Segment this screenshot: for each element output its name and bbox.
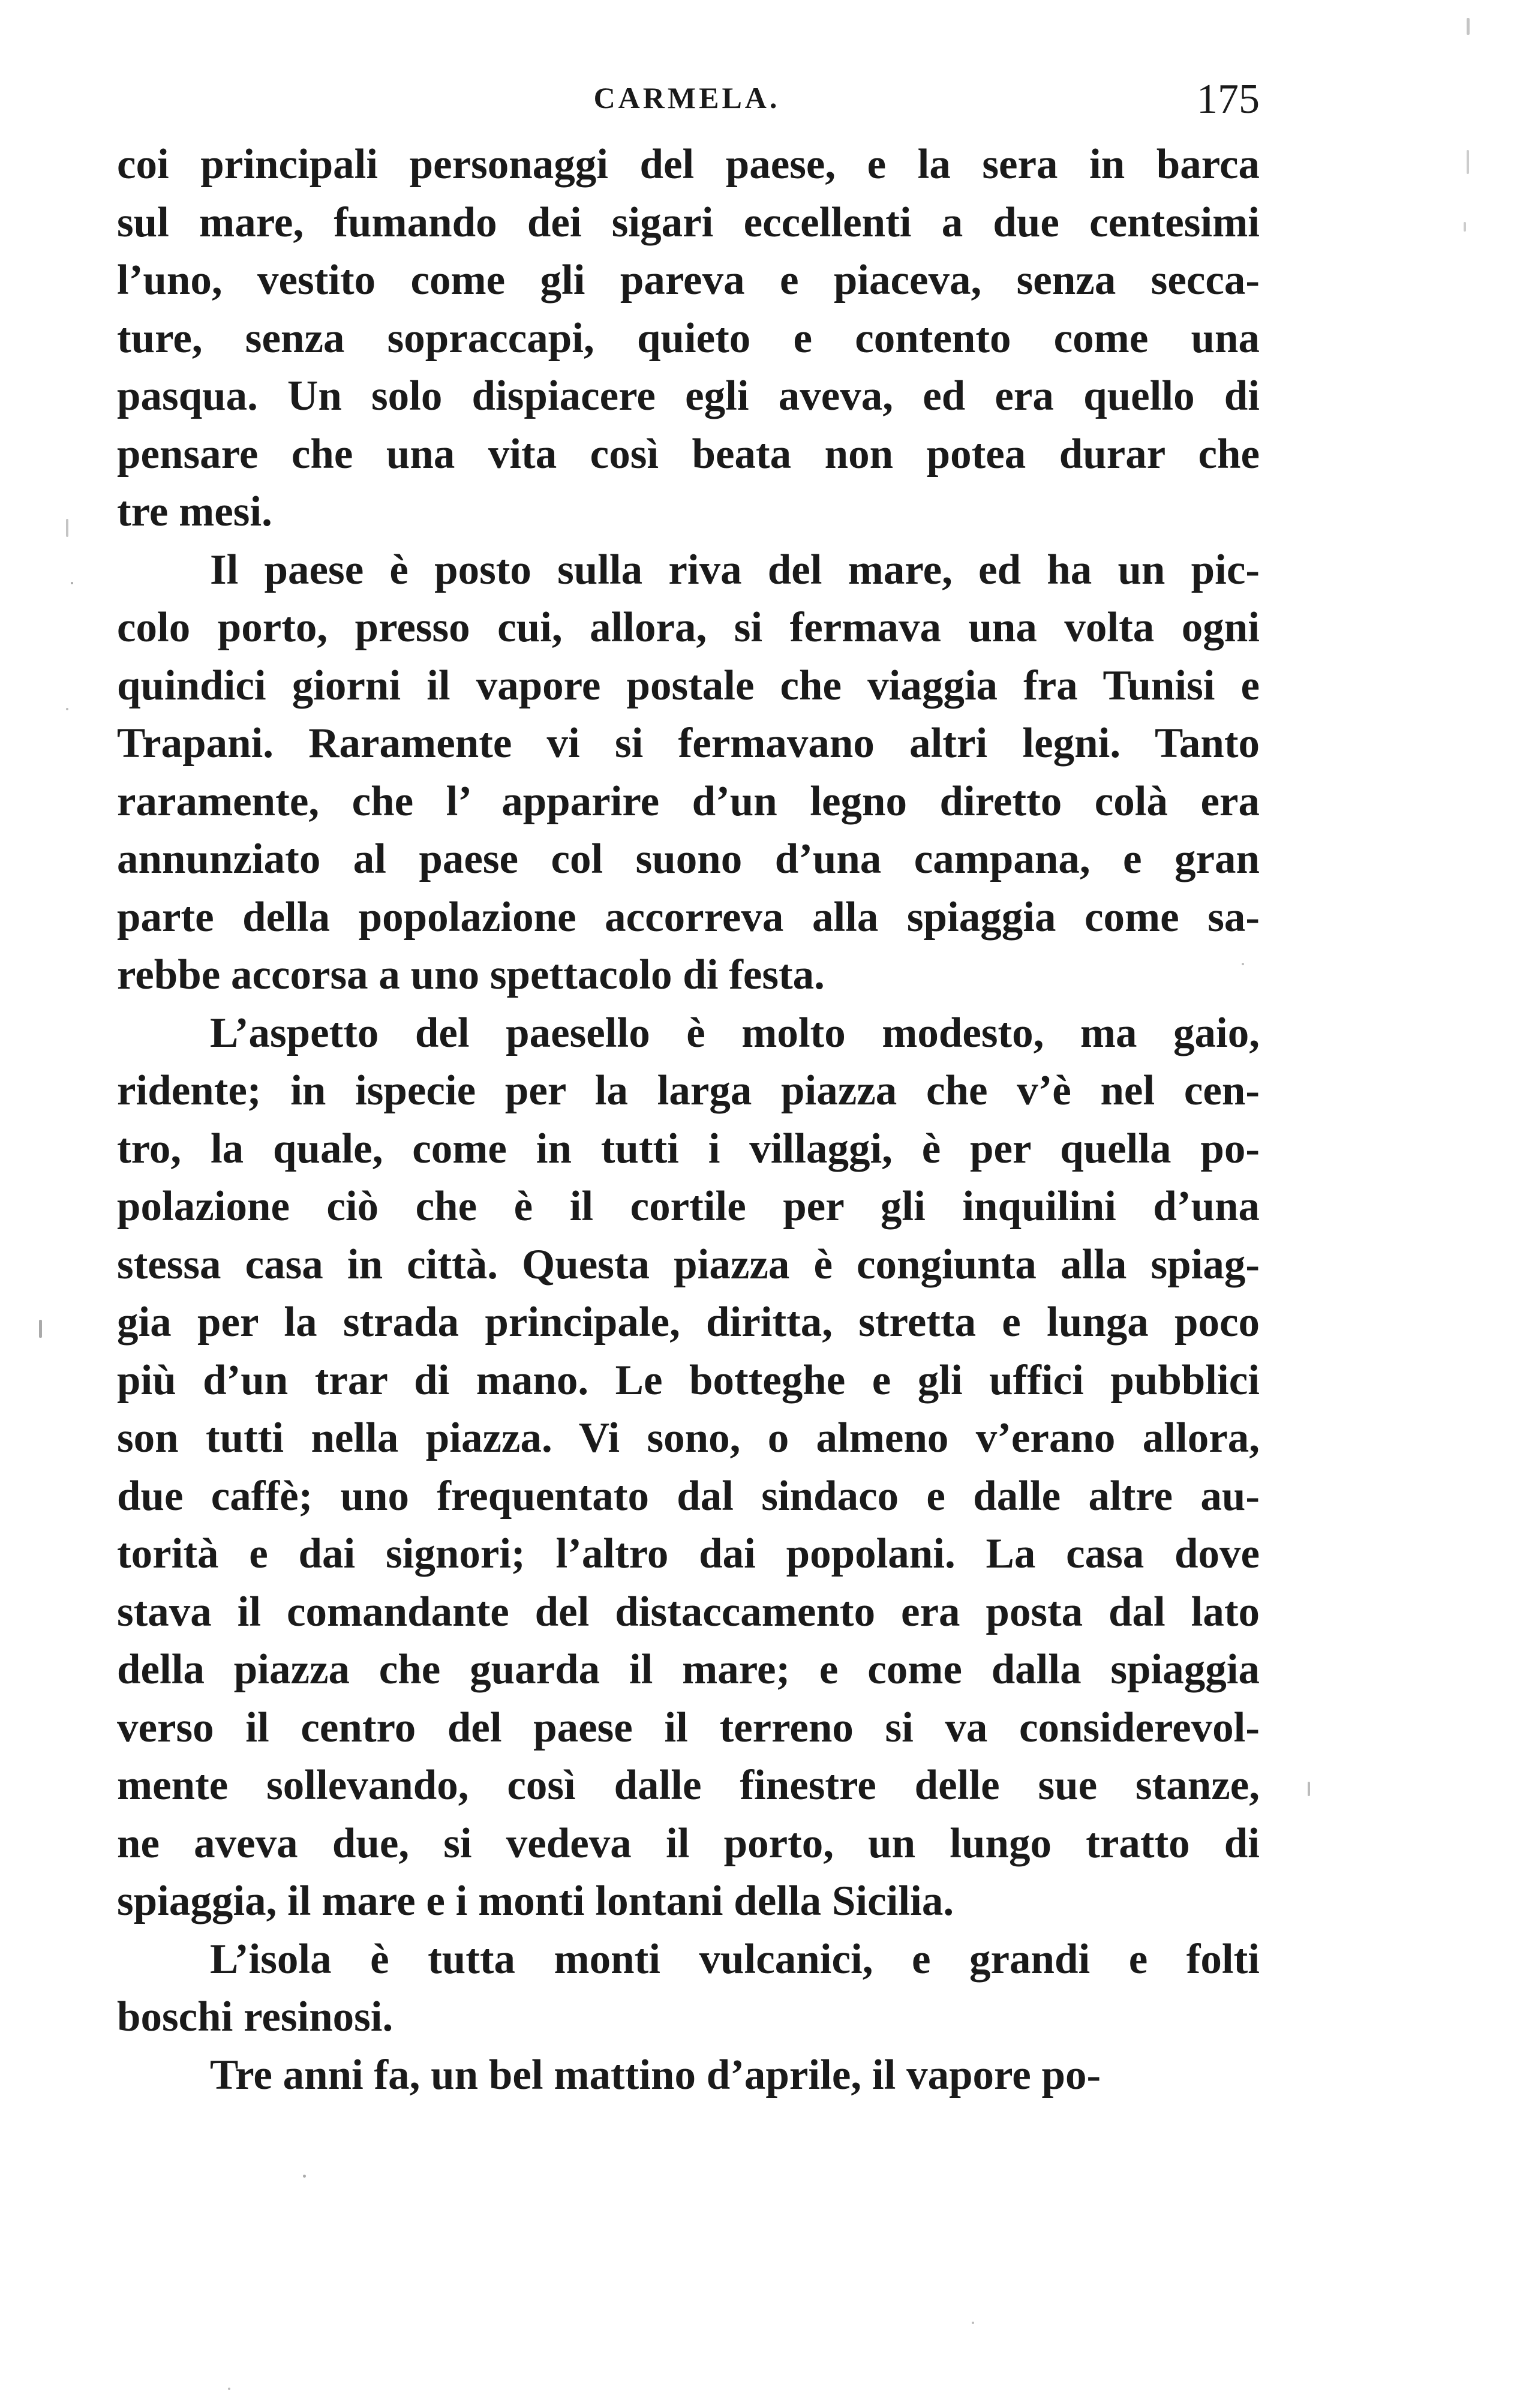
scan-speck [1464, 222, 1466, 232]
text-line: l’uno, vestito come gli pareva e piaceva, senza secca- [117, 257, 1260, 304]
text-line: stessa casa in città. Questa piazza è congiunta alla spiag- [117, 1241, 1260, 1288]
text-line: due caffè; uno frequentato dal sindaco e dalle altre au- [117, 1472, 1260, 1520]
text-line: coi principali personaggi del paese, e la sera in barca [117, 141, 1260, 188]
page-number: 175 [1197, 76, 1260, 122]
text-line: sul mare, fumando dei sigari eccellenti a due centesimi [117, 199, 1260, 246]
text-line: ne aveva due, si vedeva il porto, un lungo tratto di [117, 1819, 1260, 1867]
scan-speck [228, 2388, 230, 2390]
text-line: L’aspetto del paesello è molto modesto, ma gaio, [210, 1009, 1260, 1056]
text-line: Trapani. Raramente vi si fermavano altri legni. Tanto [117, 720, 1260, 767]
text-line: annunziato al paese col suono d’una campana, e gran [117, 836, 1260, 882]
text-line: verso il centro del paese il terreno si va considerevol- [117, 1704, 1260, 1751]
body-text [117, 136, 1260, 2104]
text-line: torità e dai signori; l’altro dai popolani. La casa dove [117, 1530, 1260, 1577]
scan-speck [66, 708, 68, 710]
text-line: colo porto, presso cui, allora, si fermava una volta ogni [117, 604, 1260, 651]
text-line: ridente; in ispecie per la larga piazza che v’è nel cen- [117, 1067, 1260, 1114]
text-line: parte della popolazione accorreva alla spiaggia come sa- [117, 893, 1260, 941]
text-line: rebbe accorsa a uno spettacolo di festa. [117, 951, 825, 998]
text-line: pasqua. Un solo dispiacere egli aveva, ed era quello di [117, 373, 1260, 419]
running-title: CARMELA. [593, 81, 780, 115]
text-line: ture, senza sopraccapi, quieto e contento come una [117, 314, 1260, 362]
scan-speck [1308, 1782, 1310, 1796]
text-line: polazione ciò che è il cortile per gli inquilini d’una [117, 1183, 1260, 1230]
scan-speck [39, 1320, 42, 1338]
text-line: gia per la strada principale, diritta, stretta e lunga poco [117, 1299, 1260, 1346]
text-line: tro, la quale, come in tutti i villaggi, è per quella po- [117, 1125, 1260, 1172]
text-line: pensare che una vita così beata non potea durar che [117, 430, 1260, 478]
scan-speck [303, 2175, 306, 2178]
text-line: della piazza che guarda il mare; e come dalla spiaggia [117, 1646, 1260, 1693]
scan-speck [972, 2322, 974, 2324]
scan-speck [1467, 18, 1470, 35]
scan-speck [1242, 963, 1244, 965]
text-line: Il paese è posto sulla riva del mare, ed ha un pic- [210, 546, 1260, 593]
text-line: stava il comandante del distaccamento era posta dal lato [117, 1588, 1260, 1635]
text-line: Tre anni fa, un bel mattino d’aprile, il vapore po- [210, 2051, 1101, 2098]
scan-speck [71, 582, 73, 584]
text-line: quindici giorni il vapore postale che viaggia fra Tunisi e [117, 662, 1260, 709]
text-line: più d’un trar di mano. Le botteghe e gli uffici pubblici [117, 1356, 1260, 1404]
running-head [114, 76, 1260, 124]
text-line: boschi resinosi. [117, 1993, 393, 2040]
scan-speck [66, 519, 68, 537]
text-line: mente sollevando, così dalle finestre delle sue stanze, [117, 1762, 1260, 1809]
text-line: L’isola è tutta monti vulcanici, e grandi e folti [210, 1935, 1260, 1983]
text-line: tre mesi. [117, 488, 272, 535]
text-line: spiaggia, il mare e i monti lontani della Sicilia. [117, 1878, 954, 1924]
text-line: son tutti nella piazza. Vi sono, o almeno v’erano allora, [117, 1415, 1260, 1461]
scan-speck [1467, 150, 1469, 174]
text-line: raramente, che l’ apparire d’un legno diretto colà era [117, 777, 1260, 825]
